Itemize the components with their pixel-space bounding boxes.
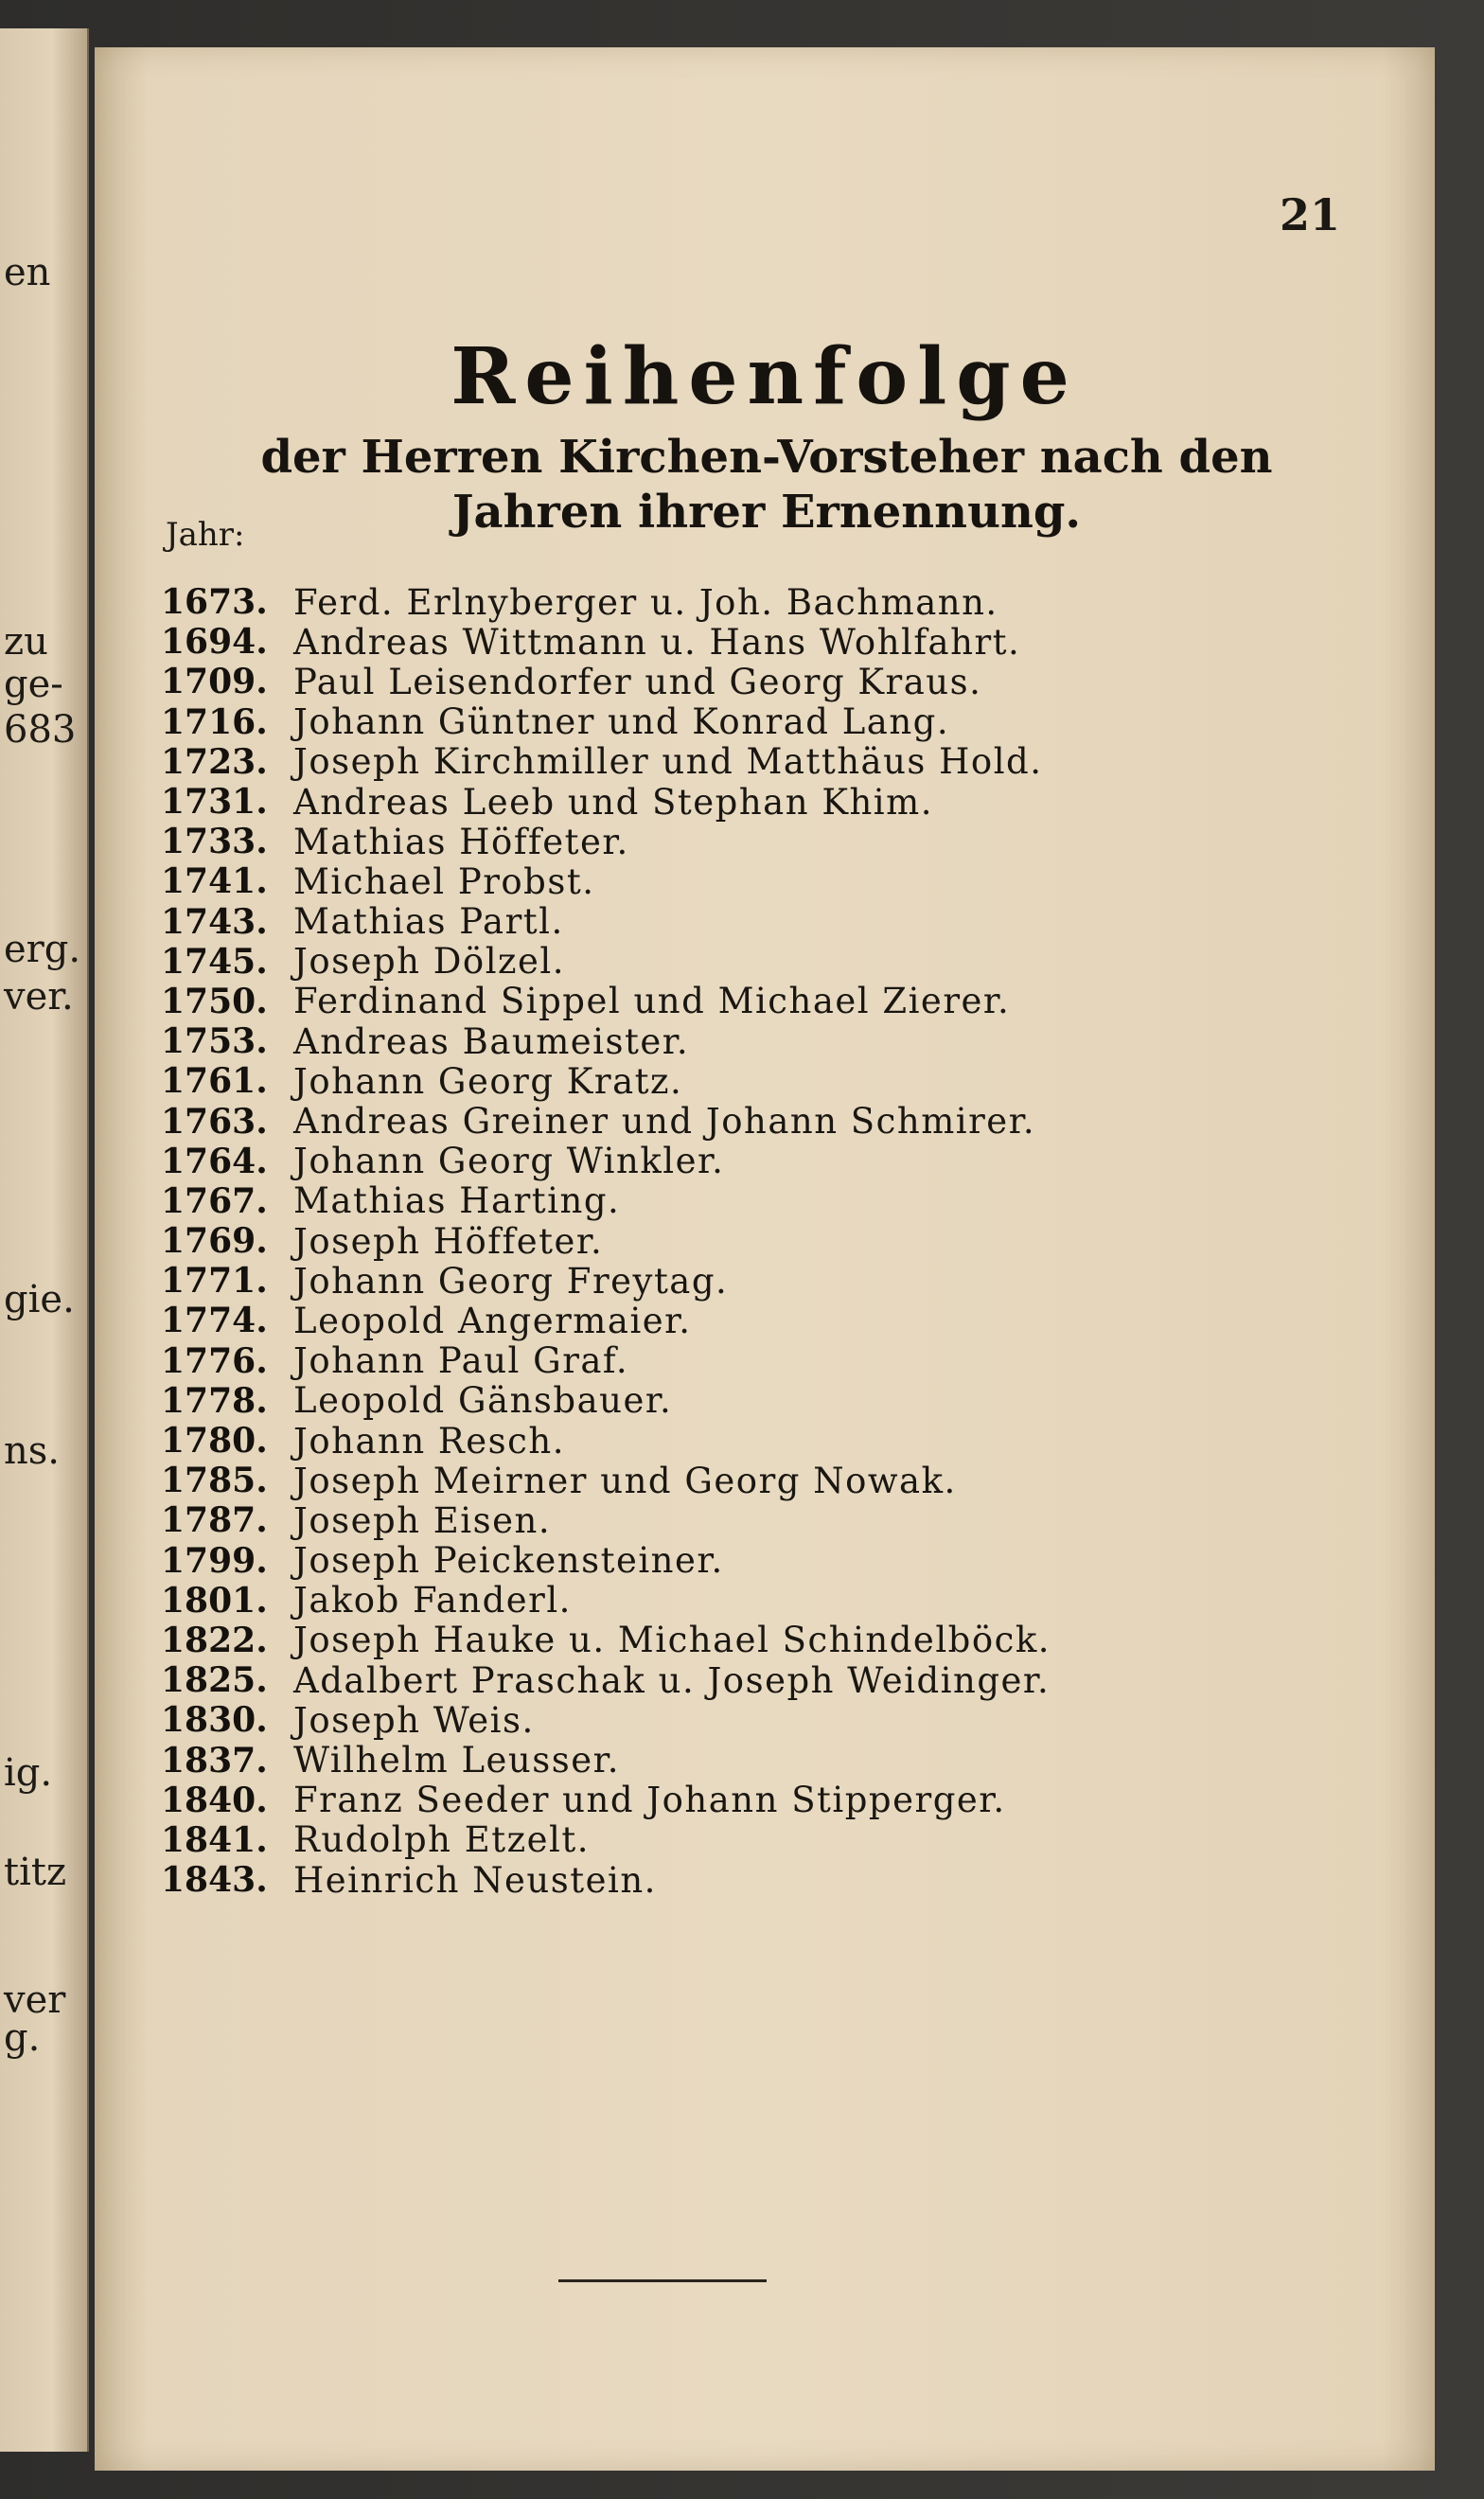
page-subtitle-line-1: der Herren Kirchen-Vorsteher nach den bbox=[260, 431, 1273, 484]
left-page-fragment: gie. bbox=[4, 1278, 75, 1321]
entry-names: Joseph Peickensteiner. bbox=[293, 1540, 724, 1582]
entry-names: Heinrich Neustein. bbox=[293, 1859, 657, 1901]
entry-names: Johann Paul Graf. bbox=[293, 1340, 629, 1382]
entry-names: Joseph Weis. bbox=[293, 1699, 535, 1741]
entry-year: 1750. bbox=[161, 981, 268, 1021]
book-page bbox=[95, 47, 1435, 2471]
entry-names: Joseph Meirner und Georg Nowak. bbox=[293, 1460, 957, 1501]
list-item bbox=[161, 1341, 1429, 1381]
year-column-header: Jahr: bbox=[166, 516, 245, 554]
entry-year: 1709. bbox=[161, 662, 268, 702]
entry-year: 1731. bbox=[161, 782, 268, 823]
list-item bbox=[161, 1581, 1429, 1621]
entry-year: 1778. bbox=[161, 1380, 268, 1421]
page-subtitle-line-2: Jahren ihrer Ernennung. bbox=[451, 486, 1082, 539]
entry-year: 1785. bbox=[161, 1461, 268, 1501]
entry-names: Joseph Eisen. bbox=[293, 1499, 552, 1541]
list-item bbox=[161, 1421, 1429, 1461]
list-item bbox=[161, 1221, 1429, 1261]
entry-names: Joseph Hauke u. Michael Schindelböck. bbox=[293, 1620, 1051, 1661]
entry-year: 1694. bbox=[161, 622, 268, 663]
entry-names: Andreas Greiner und Johann Schmirer. bbox=[293, 1101, 1036, 1143]
list-item bbox=[161, 1860, 1429, 1900]
entry-names: Andreas Leeb und Stephan Khim. bbox=[293, 781, 933, 823]
list-item bbox=[161, 1261, 1429, 1301]
page-title: Reihenfolge bbox=[450, 331, 1079, 422]
entry-year: 1743. bbox=[161, 901, 268, 942]
entry-names: Franz Seeder und Johann Stipperger. bbox=[293, 1780, 1006, 1821]
list-item bbox=[161, 1541, 1429, 1581]
page-number: 21 bbox=[1279, 189, 1340, 240]
list-item bbox=[161, 982, 1429, 1021]
entry-names: Johann Georg Freytag. bbox=[293, 1260, 729, 1302]
entry-year: 1830. bbox=[161, 1700, 268, 1741]
entry-names: Ferdinand Sippel und Michael Zierer. bbox=[293, 981, 1011, 1022]
list-item bbox=[161, 942, 1429, 982]
list-item bbox=[161, 1061, 1429, 1101]
entry-names: Joseph Dölzel. bbox=[293, 941, 566, 983]
entry-names: Adalbert Praschak u. Joseph Weidinger. bbox=[293, 1659, 1051, 1701]
left-page-fragment: ig. bbox=[4, 1751, 53, 1795]
entry-year: 1741. bbox=[161, 861, 268, 902]
entry-names: Wilhelm Leusser. bbox=[293, 1740, 621, 1781]
entry-names: Michael Probst. bbox=[293, 860, 595, 902]
list-item bbox=[161, 1820, 1429, 1860]
list-item bbox=[161, 1621, 1429, 1660]
entry-year: 1774. bbox=[161, 1301, 268, 1341]
left-page-fragment: erg. bbox=[4, 928, 81, 971]
entry-year: 1733. bbox=[161, 822, 268, 862]
entry-names: Mathias Harting. bbox=[293, 1180, 621, 1222]
entry-year: 1825. bbox=[161, 1660, 268, 1701]
list-item bbox=[161, 822, 1429, 861]
list-item bbox=[161, 1181, 1429, 1221]
list-item bbox=[161, 1700, 1429, 1740]
entry-names: Jakob Fanderl. bbox=[293, 1580, 572, 1622]
entry-list bbox=[161, 582, 1429, 1900]
entry-year: 1837. bbox=[161, 1740, 268, 1781]
list-item bbox=[161, 782, 1429, 822]
list-item bbox=[161, 582, 1429, 622]
entry-year: 1745. bbox=[161, 941, 268, 982]
list-item bbox=[161, 1021, 1429, 1061]
list-item bbox=[161, 1660, 1429, 1700]
entry-year: 1822. bbox=[161, 1620, 268, 1660]
list-item bbox=[161, 1740, 1429, 1780]
entry-names: Rudolph Etzelt. bbox=[293, 1819, 590, 1861]
entry-year: 1769. bbox=[161, 1221, 268, 1262]
list-item bbox=[161, 1500, 1429, 1540]
entry-year: 1841. bbox=[161, 1819, 268, 1860]
entry-names: Andreas Wittmann u. Hans Wohlfahrt. bbox=[293, 621, 1021, 663]
left-page-fragment: ge- bbox=[4, 663, 63, 706]
entry-names: Johann Güntner und Konrad Lang. bbox=[293, 701, 950, 743]
closing-rule bbox=[558, 2279, 767, 2282]
list-item bbox=[161, 1101, 1429, 1141]
entry-year: 1771. bbox=[161, 1261, 268, 1302]
list-item bbox=[161, 662, 1429, 701]
entry-names: Ferd. Erlnyberger u. Joh. Bachmann. bbox=[293, 581, 998, 623]
list-item bbox=[161, 1381, 1429, 1421]
entry-year: 1716. bbox=[161, 701, 268, 742]
entry-names: Johann Georg Winkler. bbox=[293, 1141, 725, 1182]
entry-year: 1763. bbox=[161, 1101, 268, 1142]
list-item bbox=[161, 742, 1429, 782]
entry-year: 1776. bbox=[161, 1340, 268, 1381]
entry-names: Johann Georg Kratz. bbox=[293, 1060, 683, 1102]
entry-names: Leopold Gänsbauer. bbox=[293, 1380, 673, 1422]
list-item bbox=[161, 1142, 1429, 1181]
entry-year: 1801. bbox=[161, 1580, 268, 1621]
list-item bbox=[161, 902, 1429, 942]
entry-names: Paul Leisendorfer und Georg Kraus. bbox=[293, 661, 982, 702]
entry-year: 1764. bbox=[161, 1141, 268, 1181]
left-page-fragment: ver. bbox=[4, 975, 74, 1019]
entry-year: 1843. bbox=[161, 1860, 268, 1901]
left-page-fragment: g. bbox=[4, 2016, 41, 2060]
left-page-fragment: zu bbox=[4, 620, 48, 664]
list-item bbox=[161, 861, 1429, 901]
entry-year: 1767. bbox=[161, 1180, 268, 1221]
entry-year: 1787. bbox=[161, 1500, 268, 1541]
list-item bbox=[161, 1781, 1429, 1820]
entry-names: Joseph Höffeter. bbox=[293, 1220, 604, 1262]
list-item bbox=[161, 1461, 1429, 1500]
left-page-fragment: ns. bbox=[4, 1429, 61, 1473]
entry-year: 1840. bbox=[161, 1780, 268, 1820]
entry-names: Mathias Höffeter. bbox=[293, 821, 629, 862]
entry-year: 1723. bbox=[161, 741, 268, 782]
entry-year: 1761. bbox=[161, 1061, 268, 1102]
left-facing-page bbox=[0, 28, 89, 2452]
left-page-fragment: titz bbox=[4, 1851, 67, 1894]
left-page-fragment: 683 bbox=[4, 708, 77, 752]
entry-names: Joseph Kirchmiller und Matthäus Hold. bbox=[293, 741, 1043, 783]
list-item bbox=[161, 702, 1429, 742]
entry-names: Andreas Baumeister. bbox=[293, 1020, 690, 1062]
entry-year: 1799. bbox=[161, 1540, 268, 1581]
entry-names: Mathias Partl. bbox=[293, 901, 564, 943]
entry-year: 1753. bbox=[161, 1021, 268, 1062]
entry-year: 1673. bbox=[161, 582, 268, 623]
list-item bbox=[161, 622, 1429, 662]
entry-names: Johann Resch. bbox=[293, 1420, 565, 1462]
left-page-fragment: ver bbox=[4, 1978, 66, 2022]
entry-year: 1780. bbox=[161, 1421, 268, 1462]
left-page-fragment: en bbox=[4, 251, 51, 294]
list-item bbox=[161, 1301, 1429, 1340]
entry-names: Leopold Angermaier. bbox=[293, 1300, 692, 1341]
